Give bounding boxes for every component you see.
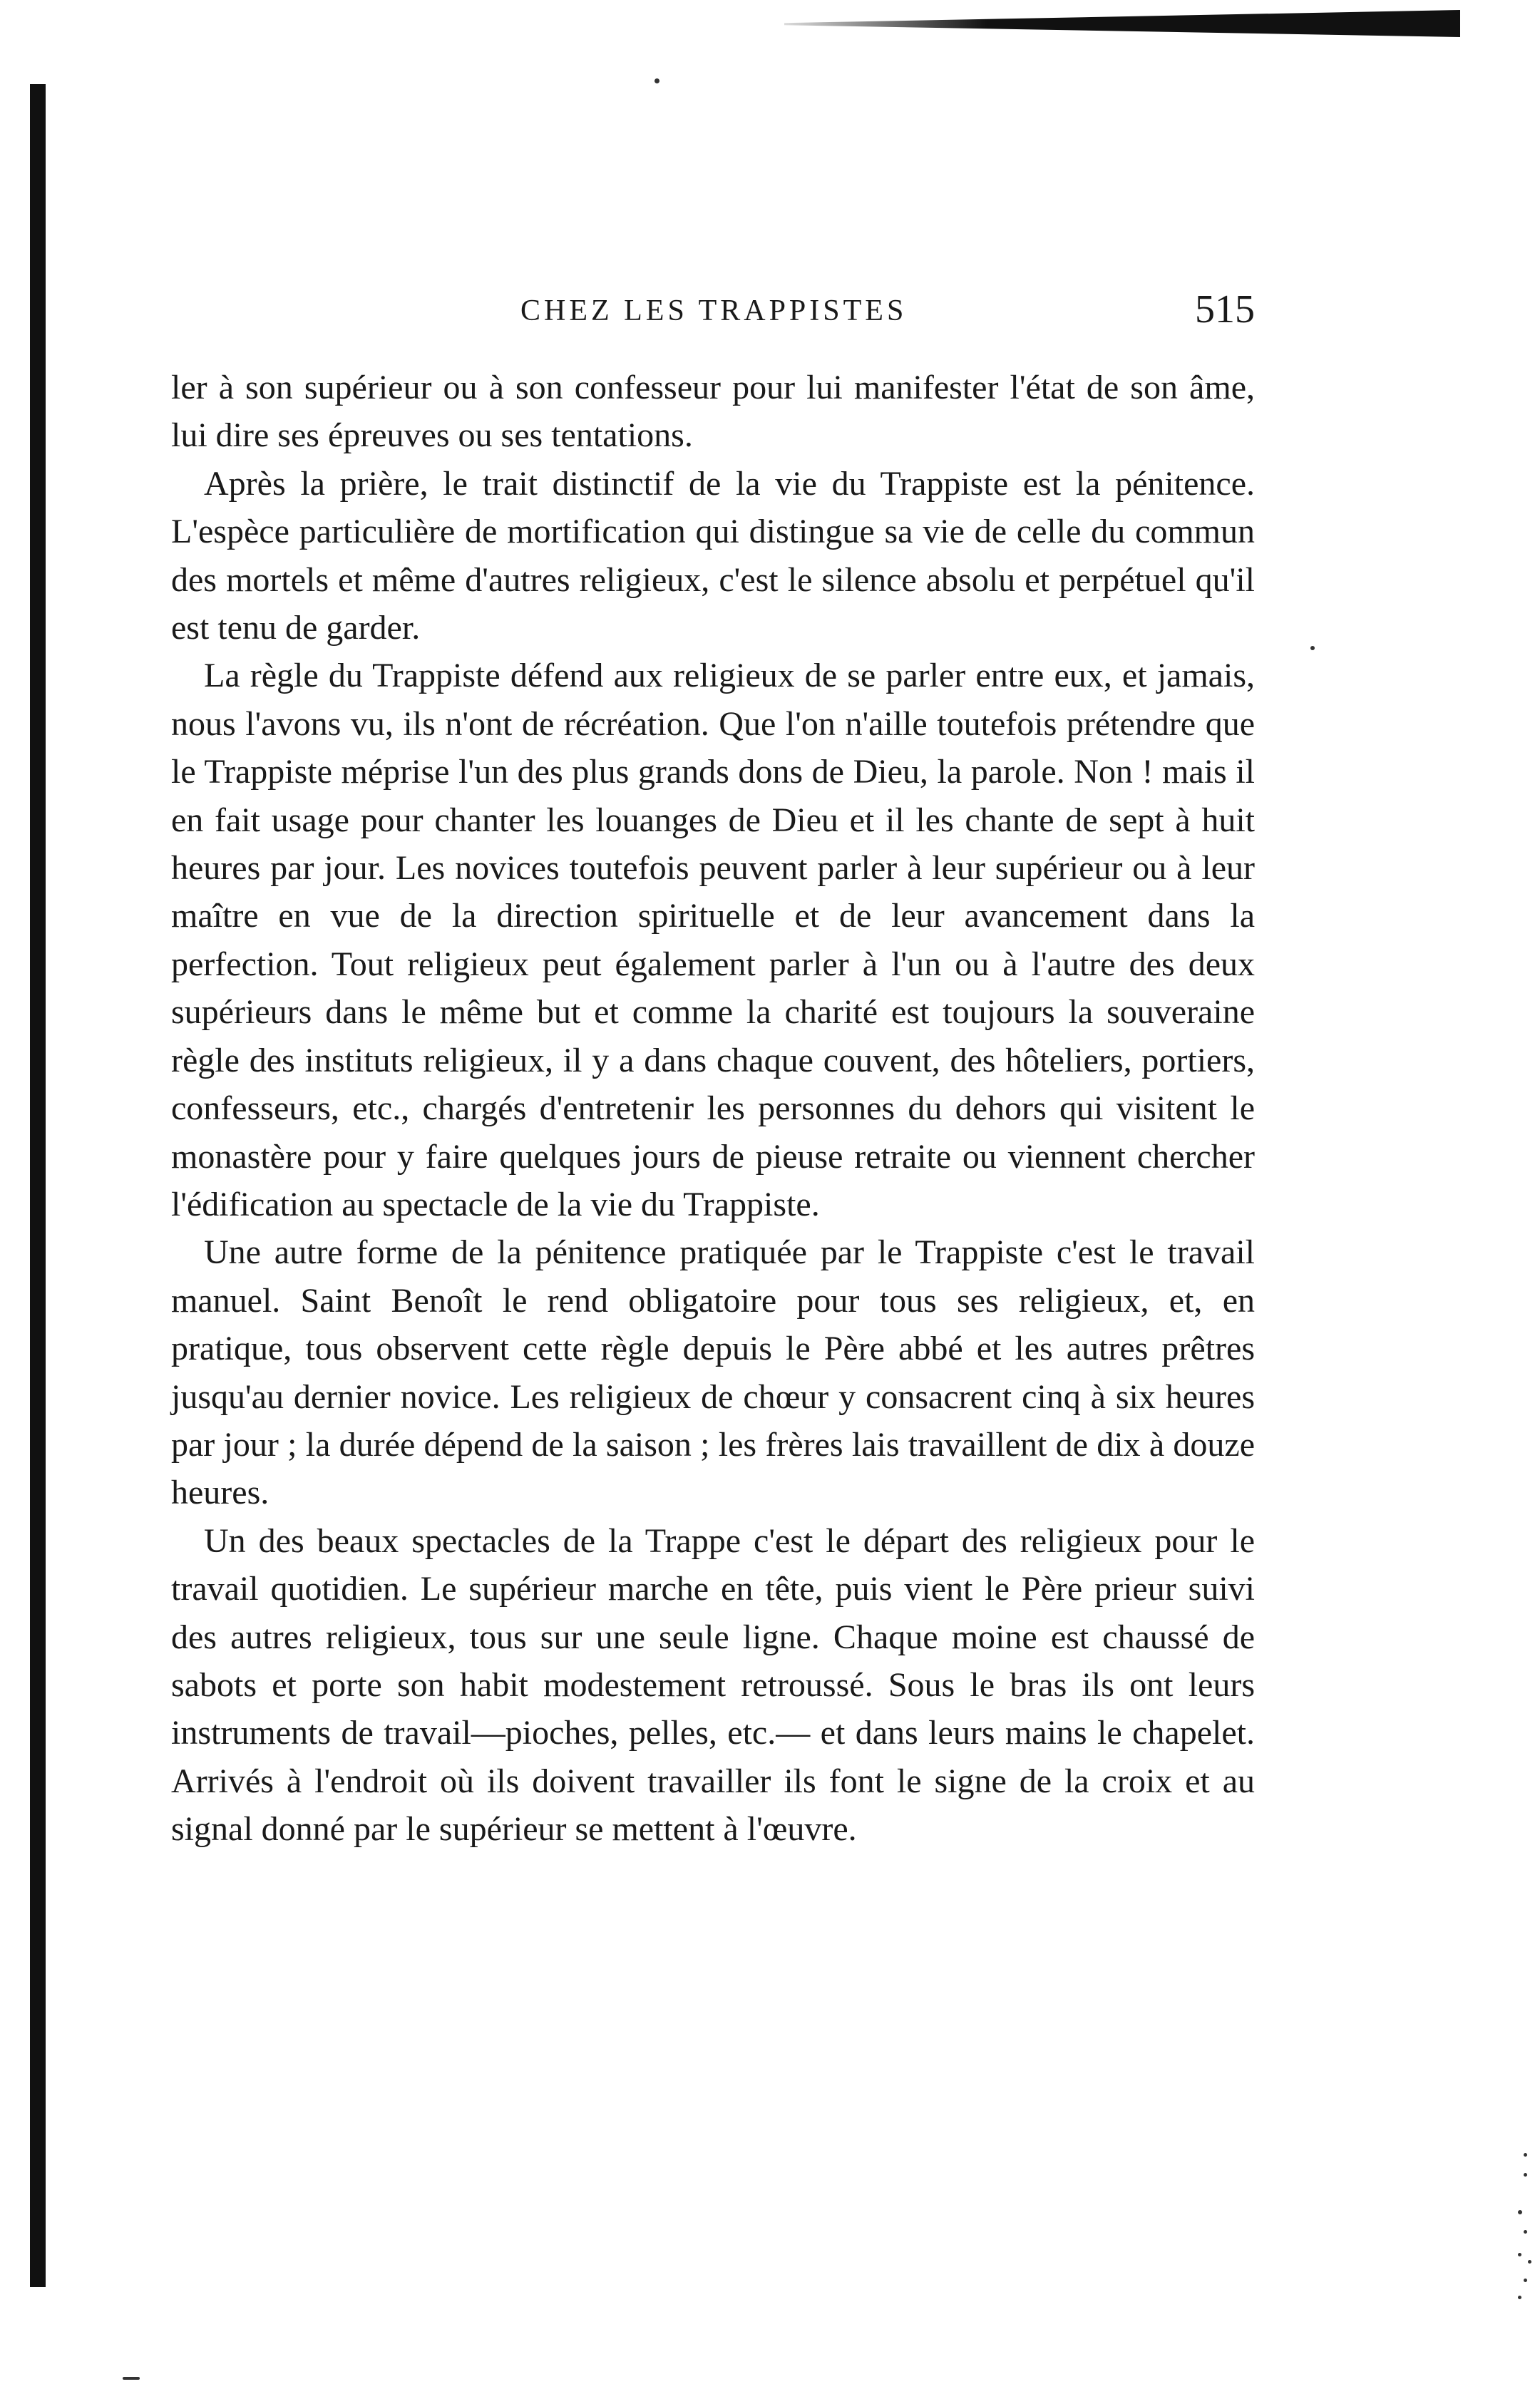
scan-speck — [123, 2377, 140, 2380]
paragraph: Après la prière, le trait distinctif de la vie du Trappiste est la pénitence. L'espèce particulière de mortification qui distingue sa vie de celle du commun des mortels et même d'autres religieux, c'est le silence absolu et perpétuel qu'il est tenu de garder. — [171, 464, 1255, 647]
paragraph: ler à son supérieur ou à son confesseur pour lui manifester l'état de son âme, lui dire ses épreuves ou ses tentations. — [171, 369, 1255, 455]
scan-margin-marks — [1515, 2153, 1536, 2310]
paragraph: Un des beaux spectacles de la Trappe c'est le départ des religieux pour le travail quotidien. Le supérieur marche en tête, puis vient le Père prieur suivi des autres religieux, tous sur une seule ligne. Chaque moine est chaussé de sabots et porte son habit modestement retroussé. Sous le bras ils ont leurs instruments de travail—pioches, pelles, etc.— et dans leurs mains le chapelet. Arrivés à l'endroit où ils doivent travailler ils font le signe de la croix et au signal donné par le supérieur se mettent à l'œuvre. — [171, 1521, 1255, 1849]
running-head: CHEZ LES TRAPPISTES — [520, 294, 908, 327]
page-header — [171, 287, 1255, 344]
paragraph: La règle du Trappiste défend aux religieux de se parler entre eux, et jamais, nous l'avons vu, ils n'ont de récréation. Que l'on n'aille toutefois prétendre que le Trappiste méprise l'un des plus grands dons de Dieu, la parole. Non ! mais il en fait usage pour chanter les louanges de Dieu et il les chante de sept à huit heures par jour. Les novices toutefois peuvent parler à leur supérieur ou à leur maître en vue de la direction spirituelle et de leur avancement dans la perfection. Tout religieux peut également parler à l'un ou à l'autre des deux supérieurs dans le même but et comme la charité est toujours la souveraine règle des instituts religieux, il y a dans chaque couvent, des hôteliers, portiers, confesseurs, etc., chargés d'entretenir les personnes du dehors qui visitent le monastère pour y faire quelques jours de pieuse retraite ou viennent chercher l'édification au spectacle de la vie du Trappiste. — [171, 657, 1255, 1223]
page-number: 515 — [1195, 287, 1255, 332]
scan-speck — [654, 78, 659, 83]
scan-binding-edge — [30, 84, 46, 2287]
paragraph: Une autre forme de la pénitence pratiquée par le Trappiste c'est le travail manuel. Saint Benoît le rend obligatoire pour tous ses religieux, et, en pratique, tous observent cette règle depuis le Père abbé et les autres prêtres jusqu'au dernier novice. Les religieux de chœur y consacrent cinq à six heures par jour ; la durée dépend de la saison ; les frères lais travaillent de dix à douze heures. — [171, 1233, 1255, 1512]
body-text — [171, 364, 1255, 1854]
scan-speck — [1310, 646, 1315, 650]
scan-top-rule — [784, 10, 1460, 37]
